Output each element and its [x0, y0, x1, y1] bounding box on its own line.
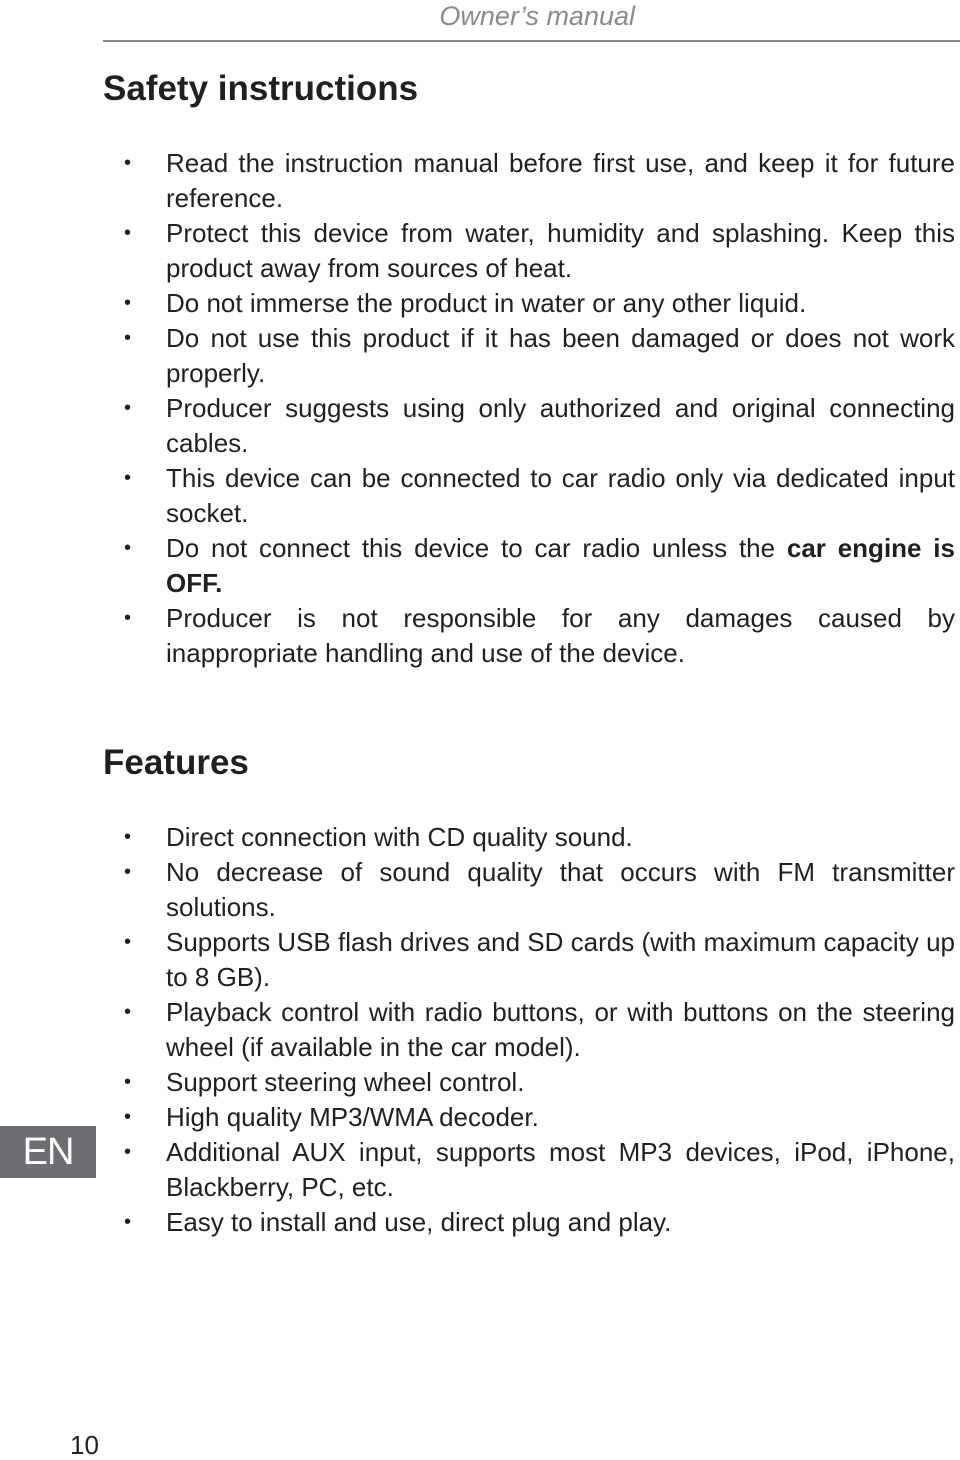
list-item-plain-text: Support steering wheel control. — [166, 1067, 525, 1097]
list-item-plain-text: Easy to install and use, direct plug and play. — [166, 1207, 672, 1237]
bullet-icon: • — [124, 537, 132, 559]
list-item — [120, 1135, 955, 1205]
features-heading: Features — [103, 743, 249, 782]
list-item — [120, 1065, 955, 1100]
list-item — [120, 1205, 955, 1240]
bullet-icon: • — [124, 861, 132, 883]
list-item-plain-text: High quality MP3/WMA decoder. — [166, 1102, 539, 1132]
list-item-text — [166, 323, 955, 388]
list-item-plain-text: Supports USB flash drives and SD cards (with maximum capacity up to 8 GB). — [166, 927, 955, 992]
list-item-text — [166, 288, 806, 318]
list-item-plain-text: Playback control with radio buttons, or with buttons on the steering wheel (if available in the car model). — [166, 997, 955, 1062]
list-item — [120, 1100, 955, 1135]
list-item-text — [166, 857, 955, 922]
list-item — [120, 925, 955, 995]
list-item — [120, 601, 955, 671]
list-item-plain-text: Additional AUX input, supports most MP3 devices, iPod, iPhone, Blackberry, PC, etc. — [166, 1137, 955, 1202]
list-item-plain-text: Direct connection with CD quality sound. — [166, 822, 633, 852]
list-item-plain-text: Protect this device from water, humidity and splashing. Keep this product away from sources of heat. — [166, 218, 955, 283]
bullet-icon: • — [124, 1106, 132, 1128]
bullet-icon: • — [124, 152, 132, 174]
bullet-icon: • — [124, 222, 132, 244]
bullet-icon: • — [124, 397, 132, 419]
list-item-text — [166, 927, 955, 992]
list-item — [120, 146, 955, 216]
page-number: 10 — [70, 1430, 99, 1460]
list-item-plain-text: Do not immerse the product in water or any other liquid. — [166, 288, 807, 318]
list-item-text — [166, 1207, 671, 1237]
list-item-text — [166, 822, 633, 852]
bullet-icon: • — [124, 1211, 132, 1233]
list-item-plain-text: Read the instruction manual before first use, and keep it for future reference. — [166, 148, 955, 213]
list-item — [120, 820, 955, 855]
header-rule — [103, 40, 960, 42]
bullet-icon: • — [124, 467, 132, 489]
bullet-icon: • — [124, 826, 132, 848]
list-item — [120, 391, 955, 461]
list-item-plain-text: Producer is not responsible for any damages caused by inappropriate handling and use of the device. — [166, 603, 955, 668]
list-item-text — [166, 1102, 539, 1132]
language-tab: EN — [0, 1126, 96, 1178]
list-item — [120, 531, 955, 601]
list-item-text — [166, 603, 955, 668]
bullet-icon: • — [124, 327, 132, 349]
running-header-title: Owner’s manual — [439, 1, 635, 31]
list-item-text — [166, 533, 955, 598]
list-item — [120, 286, 955, 321]
list-item — [120, 855, 955, 925]
list-item-text — [166, 997, 955, 1062]
list-item-plain-text: Producer suggests using only authorized and original connecting cables. — [166, 393, 955, 458]
list-item — [120, 461, 955, 531]
safety-instructions-heading: Safety instructions — [103, 69, 419, 108]
list-item-plain-text: Do not connect this device to car radio unless the — [166, 533, 787, 563]
bullet-icon: • — [124, 1001, 132, 1023]
features-list — [120, 820, 955, 1240]
list-item — [120, 321, 955, 391]
bullet-icon: • — [124, 1141, 132, 1163]
bullet-icon: • — [124, 1071, 132, 1093]
bullet-icon: • — [124, 931, 132, 953]
list-item-bold-text: car engine is OFF. — [166, 533, 955, 598]
list-item-text — [166, 218, 955, 283]
list-item — [120, 216, 955, 286]
list-item-plain-text: No decrease of sound quality that occurs with FM transmitter solutions. — [166, 857, 955, 922]
list-item-text — [166, 393, 955, 458]
list-item-plain-text: Do not use this product if it has been damaged or does not work properly. — [166, 323, 955, 388]
list-item-plain-text: This device can be connected to car radio only via dedicated input socket. — [166, 463, 955, 528]
safety-instructions-list — [120, 146, 955, 671]
list-item-text — [166, 463, 955, 528]
bullet-icon: • — [124, 292, 132, 314]
list-item-text — [166, 148, 955, 213]
bullet-icon: • — [124, 607, 132, 629]
list-item — [120, 995, 955, 1065]
list-item-text — [166, 1137, 955, 1202]
list-item-text — [166, 1067, 524, 1097]
